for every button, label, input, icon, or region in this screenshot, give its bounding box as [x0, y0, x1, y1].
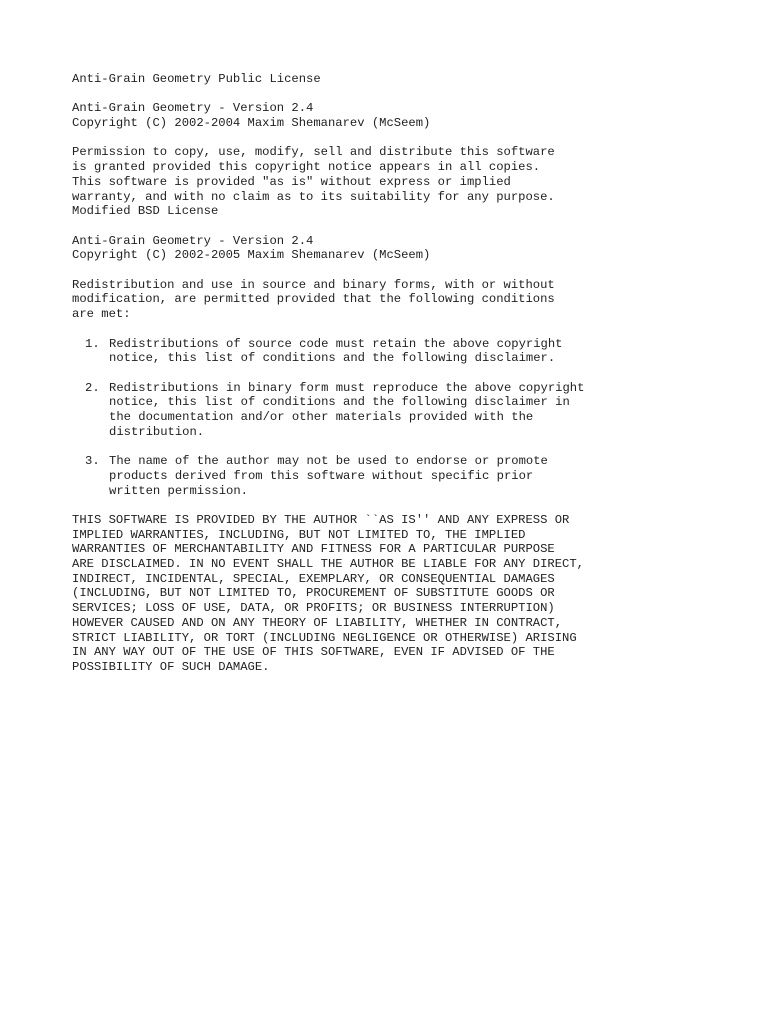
warranty-disclaimer	[72, 513, 712, 675]
copyright-line: Copyright (C) 2002-2004 Maxim Shemanarev (McSeem)	[72, 116, 431, 131]
text-line: the documentation and/or other materials provided with the	[109, 410, 534, 425]
text-line: are met:	[72, 307, 131, 322]
list-item	[72, 381, 712, 440]
version-line: Anti-Grain Geometry - Version 2.4	[72, 101, 314, 116]
conditions-list	[72, 337, 712, 499]
text-line: THIS SOFTWARE IS PROVIDED BY THE AUTHOR ``AS IS'' AND ANY EXPRESS OR	[72, 512, 570, 527]
text-line: WARRANTIES OF MERCHANTABILITY AND FITNESS FOR A PARTICULAR PURPOSE	[72, 542, 555, 557]
text-line: IMPLIED WARRANTIES, INCLUDING, BUT NOT LIMITED TO, THE IMPLIED	[72, 527, 526, 542]
version-line: Anti-Grain Geometry - Version 2.4	[72, 233, 314, 248]
text-line: ARE DISCLAIMED. IN NO EVENT SHALL THE AUTHOR BE LIABLE FOR ANY DIRECT,	[72, 557, 584, 572]
list-item-number: 2.	[85, 380, 100, 395]
text-line: warranty, and with no claim as to its suitability for any purpose.	[72, 189, 555, 204]
text-line: products derived from this software without specific prior	[109, 468, 534, 483]
text-line: Redistributions in binary form must reproduce the above copyright	[109, 380, 585, 395]
list-item	[72, 454, 712, 498]
text-line: Redistribution and use in source and binary forms, with or without	[72, 277, 555, 292]
version-header-2004	[72, 101, 712, 130]
document-title: Anti-Grain Geometry Public License	[72, 72, 321, 86]
list-item-number: 3.	[85, 454, 100, 469]
document-title-block	[72, 72, 712, 87]
text-line: (INCLUDING, BUT NOT LIMITED TO, PROCUREMENT OF SUBSTITUTE GOODS OR	[72, 586, 555, 601]
text-line: POSSIBILITY OF SUCH DAMAGE.	[72, 660, 270, 674]
text-line: The name of the author may not be used to endorse or promote	[109, 454, 548, 469]
text-line: This software is provided "as is" without express or implied	[72, 174, 511, 189]
list-item	[72, 337, 712, 366]
text-line: notice, this list of conditions and the following disclaimer in	[109, 395, 570, 410]
text-line: notice, this list of conditions and the following disclaimer.	[109, 351, 556, 366]
license-name-line: Modified BSD License	[72, 204, 219, 219]
text-line: HOWEVER CAUSED AND ON ANY THEORY OF LIABILITY, WHETHER IN CONTRACT,	[72, 615, 563, 630]
text-line: STRICT LIABILITY, OR TORT (INCLUDING NEGLIGENCE OR OTHERWISE) ARISING	[72, 630, 577, 645]
license-document	[72, 72, 712, 689]
text-line: distribution.	[109, 424, 205, 439]
text-line: Permission to copy, use, modify, sell and distribute this software	[72, 145, 555, 160]
text-line: modification, are permitted provided that the following conditions	[72, 292, 555, 307]
list-item-number: 1.	[85, 336, 100, 351]
redistribution-intro	[72, 278, 712, 322]
text-line: Redistributions of source code must retain the above copyright	[109, 336, 563, 351]
text-line: INDIRECT, INCIDENTAL, SPECIAL, EXEMPLARY, OR CONSEQUENTIAL DAMAGES	[72, 571, 555, 586]
text-line: SERVICES; LOSS OF USE, DATA, OR PROFITS; OR BUSINESS INTERRUPTION)	[72, 601, 555, 616]
permission-paragraph	[72, 145, 712, 219]
text-line: IN ANY WAY OUT OF THE USE OF THIS SOFTWARE, EVEN IF ADVISED OF THE	[72, 645, 555, 660]
text-line: is granted provided this copyright notice appears in all copies.	[72, 160, 541, 175]
version-header-2005	[72, 234, 712, 263]
copyright-line: Copyright (C) 2002-2005 Maxim Shemanarev (McSeem)	[72, 248, 431, 263]
text-line: written permission.	[109, 483, 248, 498]
